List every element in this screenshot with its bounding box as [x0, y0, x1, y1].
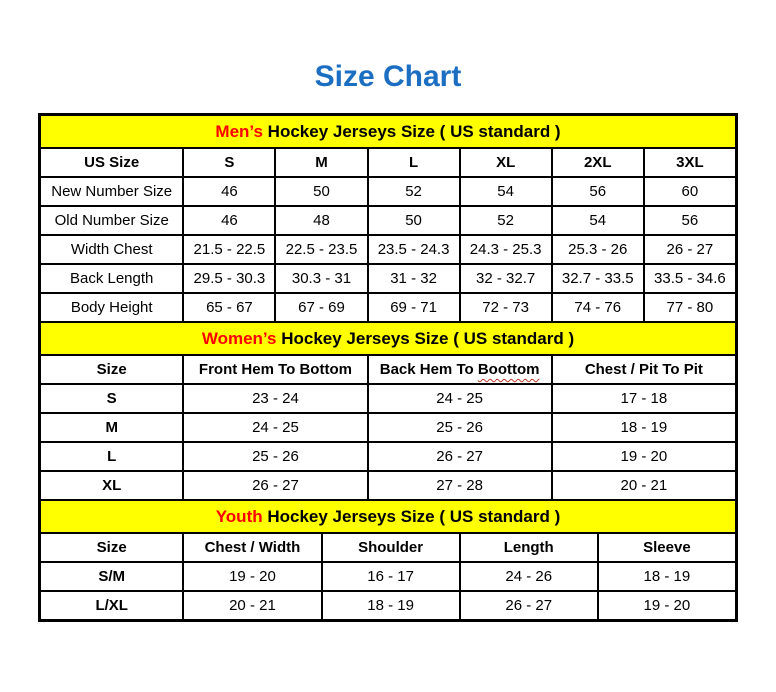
table-row — [40, 177, 736, 206]
column-header: Sleeve — [598, 533, 736, 562]
table-row — [40, 206, 736, 235]
table-row — [40, 264, 736, 293]
womens-table-title-rest: Hockey Jerseys Size ( US standard ) — [276, 328, 575, 348]
womens-table-title — [40, 322, 736, 355]
size-value: 21.5 - 22.5 — [183, 235, 275, 264]
mens-table-title-highlight: Men’s — [215, 121, 263, 141]
size-value: 27 - 28 — [368, 471, 552, 500]
column-header: S — [183, 148, 275, 177]
row-label: L — [40, 442, 183, 471]
size-value: 65 - 67 — [183, 293, 275, 322]
mens-table-band — [40, 115, 736, 148]
size-value: 18 - 19 — [322, 591, 460, 620]
size-value: 52 — [460, 206, 552, 235]
column-header: Size — [40, 355, 183, 384]
womens-header-row — [40, 355, 736, 384]
column-header-back-hem — [368, 355, 552, 384]
youth-table-title-rest: Hockey Jerseys Size ( US standard ) — [262, 506, 561, 526]
table-row — [40, 591, 736, 620]
size-value: 23 - 24 — [183, 384, 367, 413]
table-row — [40, 562, 736, 591]
size-value: 26 - 27 — [183, 471, 367, 500]
size-value: 54 — [460, 177, 552, 206]
size-value: 60 — [644, 177, 736, 206]
row-label: S/M — [40, 562, 183, 591]
table-row — [40, 384, 736, 413]
table-row — [40, 235, 736, 264]
size-value: 56 — [644, 206, 736, 235]
size-value: 31 - 32 — [368, 264, 460, 293]
youth-table-title — [40, 500, 736, 533]
size-value: 25 - 26 — [183, 442, 367, 471]
size-value: 30.3 - 31 — [275, 264, 367, 293]
back-hem-prefix: Back Hem To — [379, 361, 478, 378]
youth-table-band — [40, 500, 736, 533]
size-value: 67 - 69 — [275, 293, 367, 322]
youth-table-title-highlight: Youth — [215, 506, 263, 526]
table-row — [40, 293, 736, 322]
row-label: Width Chest — [40, 235, 183, 264]
size-value: 69 - 71 — [368, 293, 460, 322]
size-value: 50 — [275, 177, 367, 206]
size-value: 24.3 - 25.3 — [460, 235, 552, 264]
row-label: S — [40, 384, 183, 413]
column-header: 2XL — [552, 148, 644, 177]
size-value: 26 - 27 — [644, 235, 736, 264]
row-label: M — [40, 413, 183, 442]
mens-header-row — [40, 148, 736, 177]
mens-size-table — [39, 114, 737, 323]
size-value: 18 - 19 — [598, 562, 736, 591]
size-value: 19 - 20 — [552, 442, 736, 471]
size-value: 33.5 - 34.6 — [644, 264, 736, 293]
mens-table-title — [40, 115, 736, 148]
size-value: 20 - 21 — [552, 471, 736, 500]
size-value: 23.5 - 24.3 — [368, 235, 460, 264]
womens-table-band — [40, 322, 736, 355]
size-value: 32.7 - 33.5 — [552, 264, 644, 293]
row-label: Old Number Size — [40, 206, 183, 235]
column-header: XL — [460, 148, 552, 177]
column-header: Shoulder — [322, 533, 460, 562]
page-title: Size Chart — [314, 60, 462, 93]
size-chart — [38, 113, 738, 622]
table-row — [40, 442, 736, 471]
womens-size-table — [39, 321, 737, 501]
column-header: Length — [460, 533, 598, 562]
mens-table-title-rest: Hockey Jerseys Size ( US standard ) — [262, 121, 561, 141]
size-value: 24 - 25 — [183, 413, 367, 442]
size-value: 25 - 26 — [368, 413, 552, 442]
size-value: 24 - 25 — [368, 384, 552, 413]
column-header: M — [275, 148, 367, 177]
size-value: 74 - 76 — [552, 293, 644, 322]
size-value: 48 — [275, 206, 367, 235]
size-value: 18 - 19 — [552, 413, 736, 442]
size-value: 26 - 27 — [368, 442, 552, 471]
column-header: Size — [40, 533, 183, 562]
size-value: 24 - 26 — [460, 562, 598, 591]
back-hem-misspelled-word: Boottom — [477, 361, 540, 378]
size-value: 29.5 - 30.3 — [183, 264, 275, 293]
size-value: 50 — [368, 206, 460, 235]
column-header: Front Hem To Bottom — [183, 355, 367, 384]
row-label: XL — [40, 471, 183, 500]
column-header: Chest / Pit To Pit — [552, 355, 736, 384]
size-value: 25.3 - 26 — [552, 235, 644, 264]
row-label: Back Length — [40, 264, 183, 293]
size-value: 16 - 17 — [322, 562, 460, 591]
youth-size-table — [39, 499, 737, 621]
row-label: Body Height — [40, 293, 183, 322]
size-value: 54 — [552, 206, 644, 235]
size-value: 19 - 20 — [183, 562, 321, 591]
table-row — [40, 471, 736, 500]
size-value: 20 - 21 — [183, 591, 321, 620]
column-header: Chest / Width — [183, 533, 321, 562]
womens-table-title-highlight: Women’s — [201, 328, 277, 348]
size-value: 32 - 32.7 — [460, 264, 552, 293]
youth-header-row — [40, 533, 736, 562]
size-value: 19 - 20 — [598, 591, 736, 620]
size-value: 46 — [183, 177, 275, 206]
row-label: L/XL — [40, 591, 183, 620]
size-value: 17 - 18 — [552, 384, 736, 413]
size-value: 56 — [552, 177, 644, 206]
table-row — [40, 413, 736, 442]
column-header: US Size — [40, 148, 183, 177]
size-value: 77 - 80 — [644, 293, 736, 322]
size-value: 22.5 - 23.5 — [275, 235, 367, 264]
size-value: 26 - 27 — [460, 591, 598, 620]
size-value: 46 — [183, 206, 275, 235]
size-value: 52 — [368, 177, 460, 206]
row-label: New Number Size — [40, 177, 183, 206]
column-header: L — [368, 148, 460, 177]
size-value: 72 - 73 — [460, 293, 552, 322]
column-header: 3XL — [644, 148, 736, 177]
